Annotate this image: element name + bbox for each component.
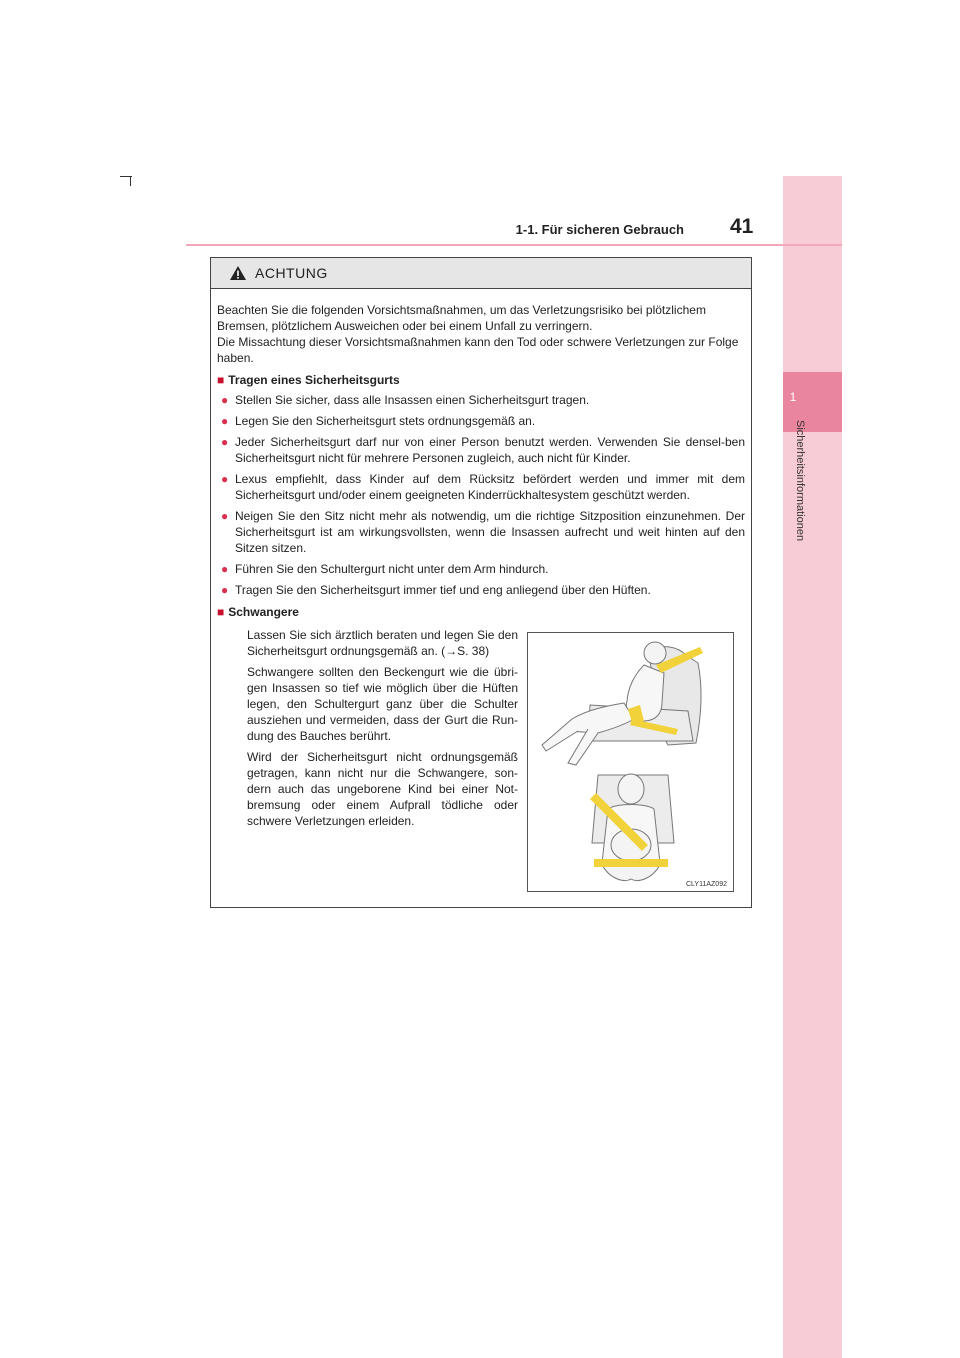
illustration-code: CLY11AZ092 <box>686 881 727 888</box>
crop-mark <box>130 176 131 186</box>
bullet-icon: ● <box>221 509 229 523</box>
chapter-number: 1 <box>789 390 797 404</box>
page-number: 41 <box>730 215 754 238</box>
warning-intro: Beachten Sie die folgenden Vorsichtsmaßnahmen, um das Verletzungsrisiko bei plötzlichem Bremsen, plötzlichem Ausweichen oder bei einem Unfall zu verringern. <box>217 303 706 333</box>
section-title: 1-1. Für sicheren Gebrauch <box>515 222 684 237</box>
bullet-icon: ● <box>221 472 229 486</box>
bullet-icon: ● <box>221 583 229 597</box>
seatbelt-bullet-list <box>217 392 745 598</box>
warning-title: ACHTUNG <box>255 265 328 281</box>
warning-intro-2: Die Missachtung dieser Vorsichtsmaßnahmen kann den Tod oder schwere Verletzungen zur Folge haben. <box>217 335 739 365</box>
list-item: ● Jeder Sicherheitsgurt darf nur von einer Person benutzt werden. Verwenden Sie densel-ben Sicherheitsgurt nicht für mehrere Personen zugleich, auch nicht für Kinder. <box>221 435 745 465</box>
list-item: ● Führen Sie den Schultergurt nicht unter dem Arm hindurch. <box>221 562 549 576</box>
section-heading-pregnant: ■ Schwangere <box>217 605 299 619</box>
square-bullet-icon: ■ <box>217 605 225 619</box>
pregnant-seatbelt-illustration <box>527 632 734 892</box>
chapter-label: Sicherheitsinformationen <box>794 420 806 542</box>
list-item: ● Stellen Sie sicher, dass alle Insassen einen Sicherheitsgurt tragen. <box>221 393 590 407</box>
list-item: ● Neigen Sie den Sitz nicht mehr als notwendig, um die richtige Sitzposition einzunehmen. Der Sicherheitsgurt ist am wirkungsvollsten, wenn die Insassen aufrecht und weit hinten auf den Sitzen sitzen. <box>221 509 745 555</box>
pregnant-text <box>247 627 518 834</box>
paragraph: Schwangere sollten den Beckengurt wie die übri-gen Insassen so tief wie möglich über die Hüften legen, den Schultergurt ganz über die Schulter ausziehen und vermeiden, dass der Gurt die Run-dung des Bauches berührt. <box>247 665 518 743</box>
illustration-drawing <box>528 633 733 891</box>
warning-header <box>211 258 751 289</box>
bullet-icon: ● <box>221 414 229 428</box>
bullet-icon: ● <box>221 393 229 407</box>
list-item: ● Legen Sie den Sicherheitsgurt stets ordnungsgemäß an. <box>221 414 536 428</box>
section-heading-seatbelt: ■ Tragen eines Sicherheitsgurts <box>217 373 400 387</box>
paragraph: Wird der Sicherheitsgurt nicht ordnungsgemäß getragen, kann nicht nur die Schwangere, son-dern auch das ungeborene Kind bei einer Not-bremsung oder einem Aufprall tödliche oder schwere Verletzungen erleiden. <box>247 750 518 828</box>
warning-box <box>210 257 752 908</box>
list-item: ● Tragen Sie den Sicherheitsgurt immer tief und eng anliegend über den Hüften. <box>221 583 651 597</box>
square-bullet-icon: ■ <box>217 373 225 387</box>
bullet-icon: ● <box>221 435 229 449</box>
bullet-icon: ● <box>221 562 229 576</box>
crop-mark <box>120 176 132 177</box>
warning-triangle-icon <box>229 265 247 281</box>
paragraph: Lassen Sie sich ärztlich beraten und legen Sie den Sicherheitsgurt ordnungsgemäß an. (→S. 38) <box>247 628 518 658</box>
header-rule <box>186 244 842 246</box>
list-item: ● Lexus empfiehlt, dass Kinder auf dem Rücksitz befördert werden und immer mit dem Sicherheitsgurt und/oder einem geeigneten Kinderrückhaltesystem geschützt werden. <box>221 472 745 502</box>
warning-content <box>217 302 745 624</box>
chapter-side-tab <box>783 176 842 1358</box>
